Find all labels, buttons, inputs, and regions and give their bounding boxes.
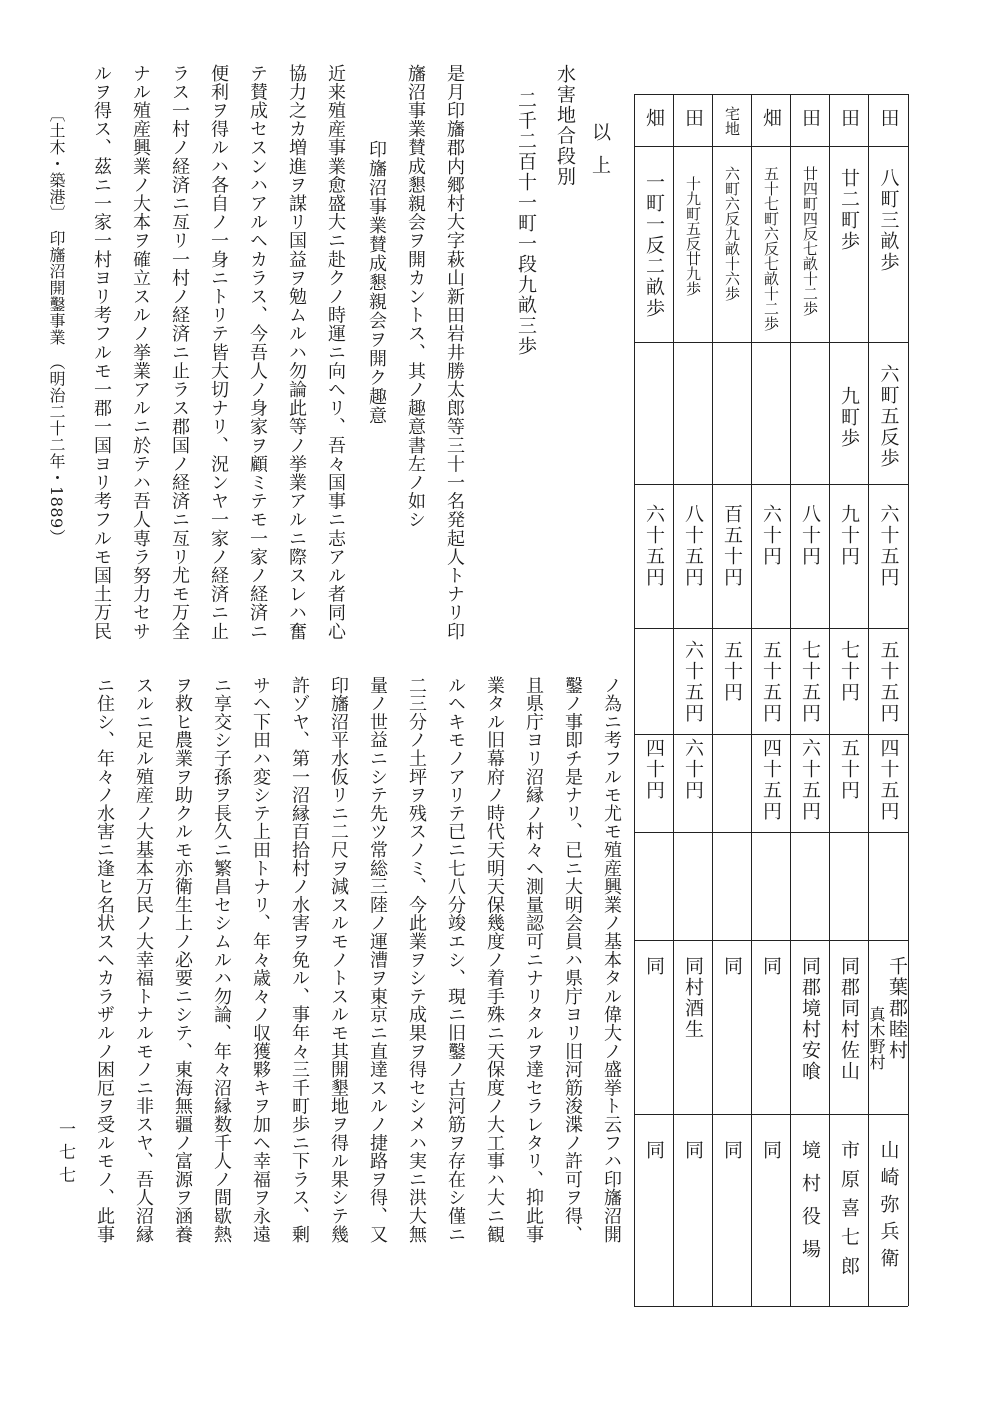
table-cell-price: 六十五円 bbox=[877, 504, 900, 588]
paragraph-line: 許ゾヤ、第一沼縁百拾村ノ水害ヲ免ル、事年々三千町歩ニ下ラス、剰 bbox=[289, 676, 310, 1244]
table-cell-area bbox=[673, 342, 712, 484]
table-cell-area: 六町五反歩 bbox=[877, 364, 900, 469]
page-number: 一七七 bbox=[55, 1120, 75, 1189]
table-cell-area bbox=[790, 342, 829, 484]
table-cell-price: 八十円 bbox=[799, 504, 821, 567]
paragraph-line: 鑿ノ事即チ是ナリ、已ニ大明会員ハ県庁ヨリ旧河筋浚渫ノ許可ヲ得、 bbox=[562, 676, 583, 1244]
paragraph-line: 量ノ世益ニシテ先ツ常総三陸ノ運漕ヲ東京ニ直達スルノ捷路ヲ得、又 bbox=[367, 676, 388, 1244]
paragraph-line: ニ享交シ子孫ヲ長久ニ繁昌セシムルハ勿論、年々沼縁数千人ノ間歇熱 bbox=[211, 676, 232, 1244]
table-cell-area: 廿四町四反七畝十二歩 bbox=[801, 166, 819, 316]
table-cell-price: 百五十円 bbox=[721, 504, 743, 588]
table-cell-price: 六十円 bbox=[760, 504, 782, 567]
table-cell-price: 五十五円 bbox=[760, 640, 782, 724]
table-cell-area: 十九町五反廿九歩 bbox=[684, 176, 702, 296]
table-cell-owner: 同 bbox=[643, 1140, 665, 1161]
paragraph-line: ラス一村ノ経済ニ亙リ一村ノ経済ニ止ラス郡国ノ経済ニ亙リ尤モ万全 bbox=[169, 64, 190, 641]
table-cell-area: 一町一反二畝歩 bbox=[643, 172, 665, 319]
table-cell-price: 六十円 bbox=[682, 738, 704, 801]
table-border-bottom bbox=[634, 1306, 908, 1307]
table-cell-owner: 山崎弥兵衛 bbox=[877, 1140, 900, 1275]
closing-ijou: 以上 bbox=[589, 122, 611, 188]
table-cell-price: 七十五円 bbox=[799, 640, 821, 724]
flood-area-label: 水害地合段別 bbox=[554, 64, 576, 187]
table-border-right bbox=[908, 94, 909, 1306]
paragraph-line: 協力之カ増進ヲ謀リ国益ヲ勉ムルハ勿論此等ノ挙業アルニ際スレハ奮 bbox=[286, 64, 307, 641]
paragraph-line: 印旛沼平水仮リニ二尺ヲ減スルモノトスルモ其開墾地ヲ得ル果シテ幾 bbox=[328, 676, 349, 1244]
table-cell-price: 八十五円 bbox=[682, 504, 704, 588]
table-cell-price bbox=[712, 734, 751, 832]
table-cell-area: 八町三畝歩 bbox=[877, 168, 900, 273]
running-header: 〔土木・築港〕 印旛沼開鑿事業 （明治二十二年・1889） bbox=[47, 106, 66, 546]
table-cell-owner: 同 bbox=[682, 1140, 704, 1161]
paragraph-line: ニ住シ、年々ノ水害ニ逢ヒ名状スヘカラザルノ困厄ヲ受ルモノ、此事 bbox=[94, 676, 115, 1244]
table-cell-type: 田 bbox=[877, 108, 900, 129]
paragraph-line: スルニ足ル殖産ノ大基本万民ノ大幸福トナルモノニ非スヤ、吾人沼縁 bbox=[133, 676, 154, 1244]
table-cell-price: 六十五円 bbox=[799, 738, 821, 822]
paragraph-line: 業タル旧幕府ノ時代天明天保幾度ノ着手殊ニ天保度ノ大工事ハ大ニ観 bbox=[484, 676, 505, 1244]
table-cell-area bbox=[751, 342, 790, 484]
table-cell-village: 同 bbox=[643, 956, 665, 977]
section-heading: 印旛沼事業賛成懇親会ヲ開ク趣意 bbox=[366, 140, 387, 425]
paragraph-line: サヘ下田ハ変シテ上田トナリ、年々歳々ノ収獲夥キヲ加ヘ幸福ヲ永遠 bbox=[250, 676, 271, 1244]
paragraph-line: ヲ救ヒ農業ヲ助クルモ亦衛生上ノ必要ニシテ、東海無疆ノ富源ヲ涵養 bbox=[172, 676, 193, 1244]
table-cell-area: 廿二町歩 bbox=[838, 168, 860, 252]
table-cell-owner: 境村役場 bbox=[799, 1140, 821, 1272]
table-cell-price: 四十五円 bbox=[760, 738, 782, 822]
table-cell-village: 同郡同村佐山 bbox=[838, 956, 860, 1082]
table-cell-type: 田 bbox=[838, 108, 860, 129]
table-cell-village: 同 bbox=[760, 956, 782, 977]
paragraph-line: 二三分ノ土坪ヲ残スノミ、今此業ヲシテ成果ヲ得セシメハ実ニ洪大無 bbox=[406, 676, 427, 1244]
paragraph-line: 是月印旛郡内郷村大字萩山新田岩井勝太郎等三十一名発起人トナリ印 bbox=[444, 64, 465, 641]
table-cell-village: 同郡境村安喰 bbox=[799, 956, 821, 1082]
flood-area-total: 二千二百十一町一段九畝三歩 bbox=[515, 90, 537, 357]
paragraph-line: 便利ヲ得ルハ各自ノ一身ニトリテ皆大切ナリ、況ンヤ一家ノ経済ニ止 bbox=[208, 64, 229, 641]
table-cell-price: 四十円 bbox=[643, 738, 665, 801]
table-cell-price: 六十五円 bbox=[682, 640, 704, 724]
table-cell-village: 同 bbox=[721, 956, 743, 977]
table-cell-price bbox=[634, 628, 673, 734]
table-cell-price: 四十五円 bbox=[877, 738, 900, 822]
table-cell-village: 千葉郡睦村 bbox=[886, 956, 908, 1061]
table-cell-type: 田 bbox=[799, 108, 821, 129]
table-divider bbox=[634, 832, 908, 833]
table-cell-type: 田 bbox=[682, 108, 704, 129]
table-cell-type: 畑 bbox=[643, 108, 665, 129]
table-cell-owner: 同 bbox=[760, 1140, 782, 1161]
table-cell-price: 六十五円 bbox=[643, 504, 665, 588]
paragraph-line: ナル殖産興業ノ大本ヲ確立スルノ挙業アルニ於テハ吾人専ラ努力セサ bbox=[130, 64, 151, 641]
table-cell-price: 五十円 bbox=[838, 738, 860, 801]
table-cell-price: 五十円 bbox=[721, 640, 743, 703]
table-cell-price: 九十円 bbox=[838, 504, 860, 567]
paragraph-line: 近来殖産事業愈盛大ニ赴クノ時運ニ向ヘリ、吾々国事ニ志アル者同心 bbox=[325, 64, 346, 641]
paragraph-line: ルヲ得ス、茲ニ一家一村ヨリ考フルモ一郡一国ヨリ考フルモ国土万民 bbox=[91, 64, 112, 641]
table-cell-area: 六町六反九畝十六歩 bbox=[723, 166, 741, 301]
table-cell-area: 五十七町六反七畝十二歩 bbox=[762, 166, 780, 331]
table-cell-owner: 同 bbox=[721, 1140, 743, 1161]
paragraph-line: 且県庁ヨリ沼縁ノ村々ヘ測量認可ニナリタルヲ達セラレタリ、抑此事 bbox=[523, 676, 544, 1244]
table-cell-price: 七十円 bbox=[838, 640, 860, 703]
table-cell-area bbox=[634, 342, 673, 484]
table-cell-type: 畑 bbox=[760, 108, 782, 129]
paragraph-line: ノ為ニ考フルモ尤モ殖産興業ノ基本タル偉大ノ盛挙ト云フハ印旛沼開 bbox=[601, 676, 622, 1244]
paragraph-line: ルヘキモノアリテ已ニ七八分竣エシ、現ニ旧鑿ノ古河筋ヲ存在シ僅ニ bbox=[445, 676, 466, 1244]
table-cell-owner: 市原喜七郎 bbox=[838, 1140, 860, 1285]
table-cell-area bbox=[712, 342, 751, 484]
table-cell-price: 五十五円 bbox=[877, 640, 900, 724]
table-cell-village: 同村酒生 bbox=[682, 956, 704, 1040]
paragraph-line: 旛沼事業賛成懇親会ヲ開カントス、其ノ趣意書左ノ如シ bbox=[405, 64, 426, 529]
paragraph-line: テ賛成セスンハアルヘカラス、今吾人ノ身家ヲ顧ミテモ一家ノ経済ニ bbox=[247, 64, 268, 641]
table-cell-area: 九町歩 bbox=[838, 386, 860, 449]
land-price-table bbox=[634, 94, 908, 1306]
table-cell-type: 宅地 bbox=[723, 106, 741, 136]
table-cell-village-sub: 真木野村 bbox=[867, 1006, 886, 1070]
